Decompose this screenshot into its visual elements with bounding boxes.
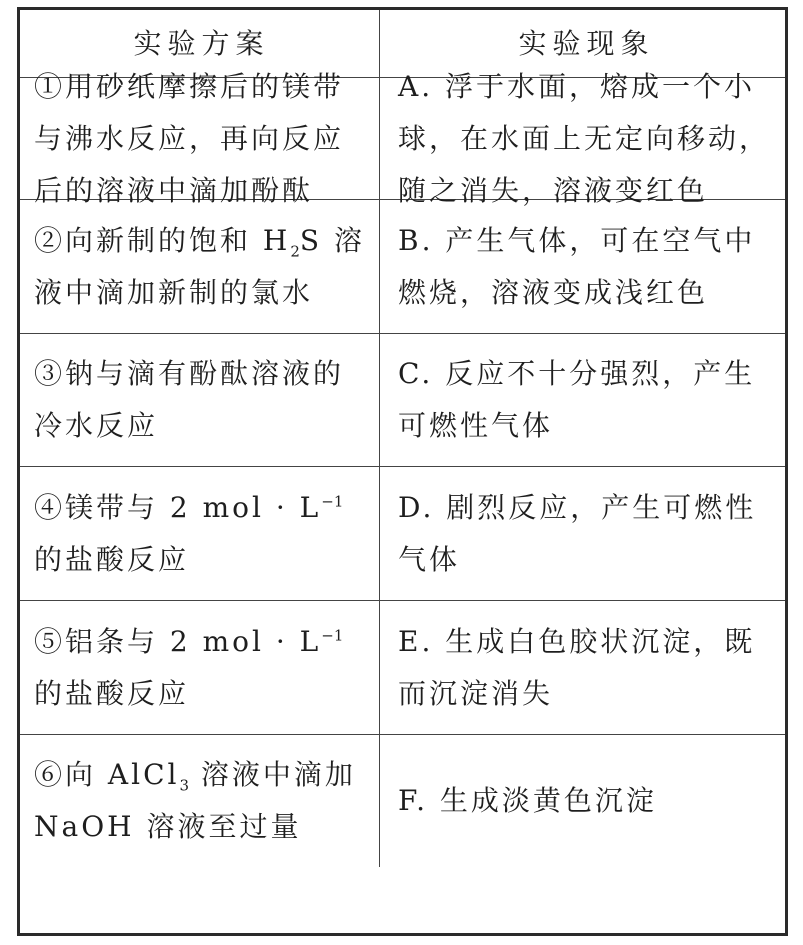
row-6-scheme-part-b: 溶液中滴加 NaOH 溶液至过量 (34, 758, 356, 843)
row-6-scheme-text (34, 749, 369, 853)
row-4-scheme-superscript: −1 (321, 492, 344, 511)
row-1-scheme (20, 69, 380, 207)
experiment-table (17, 7, 788, 936)
row-4-scheme (20, 467, 380, 601)
row-4-scheme-part-b: 的盐酸反应 (34, 542, 190, 576)
row-5-scheme (20, 601, 380, 735)
row-6-scheme (20, 735, 380, 867)
row-4-phenomenon (380, 467, 785, 601)
row-6-phenomenon (380, 735, 785, 867)
row-1-phenomenon-text: A. 浮于水面，熔成一个小球，在水面上无定向移动，随之消失，溶液变红色 (398, 69, 771, 207)
row-2-phenomenon (380, 200, 785, 334)
row-5-scheme-part-a: ⑤铝条与 2 mol · L (34, 624, 322, 658)
row-5-phenomenon (380, 601, 785, 735)
header-scheme-label: 实验方案 (133, 26, 270, 60)
row-3-scheme-text: ③钠与滴有酚酞溶液的冷水反应 (34, 357, 345, 442)
row-2-scheme-part-b: S 溶液中滴加新制的氯水 (34, 223, 365, 309)
row-1-scheme-text: ①用砂纸摩擦后的镁带与沸水反应，再向反应后的溶液中滴加酚酞 (34, 69, 345, 207)
row-2-scheme-subscript: 2 (290, 242, 300, 261)
row-2-phenomenon-text: B. 产生气体，可在空气中燃烧，溶液变成浅红色 (398, 223, 756, 309)
row-4-phenomenon-text: D. 剧烈反应，产生可燃性气体 (398, 490, 757, 576)
row-3-phenomenon-text: C. 反应不十分强烈，产生可燃性气体 (398, 357, 756, 442)
row-3-scheme (20, 334, 380, 467)
row-6-phenomenon-text: F. 生成淡黄色沉淀 (398, 784, 657, 817)
row-2-scheme-text (34, 215, 369, 319)
row-5-phenomenon-text: E. 生成白色胶状沉淀，既而沉淀消失 (398, 624, 756, 710)
row-5-scheme-superscript: −1 (321, 626, 344, 645)
row-5-scheme-text (34, 616, 369, 720)
row-5-scheme-part-b: 的盐酸反应 (34, 676, 190, 710)
row-3-phenomenon (380, 334, 785, 467)
row-2-scheme (20, 200, 380, 334)
row-2-scheme-part-a: ②向新制的饱和 H (34, 223, 291, 257)
row-6-scheme-subscript: 3 (179, 776, 190, 795)
row-4-scheme-text (34, 482, 369, 586)
row-6-scheme-part-a: ⑥向 AlCl (34, 758, 180, 791)
header-phenomenon-label: 实验现象 (518, 26, 655, 60)
row-1-phenomenon (380, 69, 785, 207)
row-4-scheme-part-a: ④镁带与 2 mol · L (34, 490, 322, 524)
